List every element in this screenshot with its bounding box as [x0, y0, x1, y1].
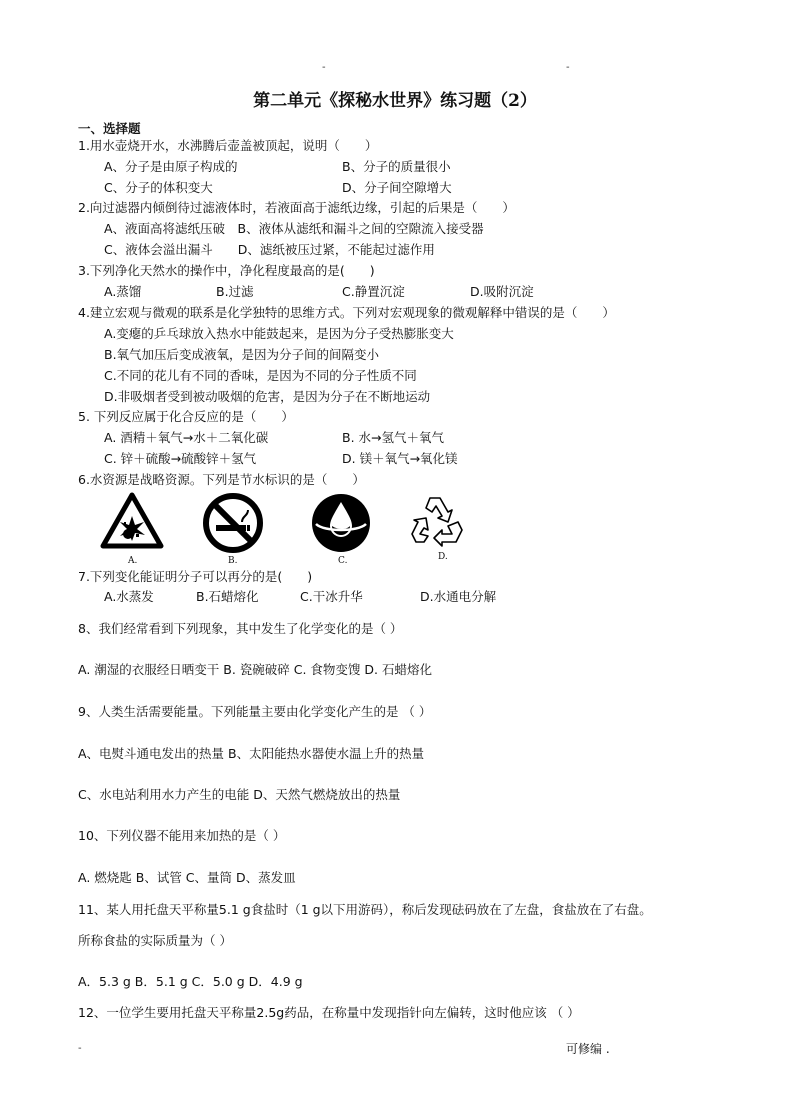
q9-options-cd: C、水电站利用水力产生的电能 D、天然气燃烧放出的热量	[78, 787, 401, 802]
header-mark-left: -	[322, 62, 326, 73]
q7-option-b: B.石蜡熔化	[196, 589, 259, 604]
footer-mark-left: -	[78, 1043, 82, 1054]
q7-option-d: D.水通电分解	[420, 589, 497, 604]
q8-options: A. 潮湿的衣服经日晒变干 B. 瓷碗破碎 C. 食物变馊 D. 石蜡熔化	[78, 662, 432, 677]
q3-stem: 3.下列净化天然水的操作中，净化程度最高的是( )	[78, 263, 375, 278]
q4-option-c: C.不同的花儿有不同的香味，是因为不同的分子性质不同	[104, 368, 417, 383]
section-heading: 一、选择题	[78, 121, 141, 136]
q2-options-cd: C、液体会溢出漏斗 D、滤纸被压过紧，不能起过滤作用	[104, 242, 435, 257]
q1-option-a: A、分子是由原子构成的	[104, 159, 238, 174]
q11-stem-line2: 所称食盐的实际质量为（ ）	[78, 933, 232, 948]
q1-option-b: B、分子的质量很小	[342, 159, 451, 174]
q6-stem: 6.水资源是战略资源。下列是节水标识的是（ ）	[78, 472, 365, 487]
q5-option-d: D. 镁＋氧气→氧化镁	[342, 451, 458, 466]
icon-label-c: C.	[338, 556, 348, 566]
q3-option-a: A.蒸馏	[104, 284, 142, 299]
q11-options: A．5.3 g B．5.1 g C．5.0 g D．4.9 g	[78, 974, 303, 989]
page-title: 第二单元《探秘水世界》练习题（2）	[253, 91, 537, 111]
q2-stem: 2.向过滤器内倾倒待过滤液体时，若液面高于滤纸边缘，引起的后果是（ ）	[78, 200, 515, 215]
q10-options: A. 燃烧匙 B、试管 C、量筒 D、蒸发皿	[78, 870, 296, 885]
icon-label-d: D.	[438, 552, 448, 562]
q9-options-ab: A、电熨斗通电发出的热量 B、太阳能热水器使水温上升的热量	[78, 746, 425, 761]
q4-option-d: D.非吸烟者受到被动吸烟的危害，是因为分子在不断地运动	[104, 389, 431, 404]
q5-option-b: B. 水→氢气＋氧气	[342, 430, 444, 445]
no-smoking-icon	[202, 492, 264, 554]
q3-option-c: C.静置沉淀	[342, 284, 405, 299]
q7-option-a: A.水蒸发	[104, 589, 154, 604]
q7-option-c: C.干冰升华	[300, 589, 363, 604]
q2-options-ab: A、液面高将滤纸压破 B、液体从滤纸和漏斗之间的空隙流入接受器	[104, 221, 484, 236]
icon-label-b: B.	[228, 556, 238, 566]
q3-option-d: D.吸附沉淀	[470, 284, 534, 299]
q4-option-a: A.变瘪的乒乓球放入热水中能鼓起来，是因为分子受热膨胀变大	[104, 326, 454, 341]
q9-stem: 9、人类生活需要能量。下列能量主要由化学变化产生的是 （ ）	[78, 704, 432, 719]
recycle-icon	[408, 492, 468, 550]
q10-stem: 10、下列仪器不能用来加热的是（ ）	[78, 828, 286, 843]
q1-option-d: D、分子间空隙增大	[342, 180, 452, 195]
q1-stem: 1.用水壶烧开水，水沸腾后壶盖被顶起，说明（ ）	[78, 138, 378, 153]
q1-option-c: C、分子的体积变大	[104, 180, 213, 195]
q4-option-b: B.氧气加压后变成液氧，是因为分子间的间隔变小	[104, 347, 380, 362]
footer-note: 可修编 .	[566, 1042, 610, 1056]
icon-label-a: A.	[128, 556, 138, 566]
q3-option-b: B.过滤	[216, 284, 254, 299]
q5-stem: 5. 下列反应属于化合反应的是（ ）	[78, 409, 294, 424]
q11-stem-line1: 11、某人用托盘天平称量5.1 g食盐时（1 g以下用游码），称后发现砝码放在了左盘，食盐放在了右盘。	[78, 902, 652, 917]
q5-option-a: A. 酒精＋氧气→水＋二氧化碳	[104, 430, 269, 445]
q8-stem: 8、我们经常看到下列现象，其中发生了化学变化的是（ ）	[78, 621, 403, 636]
q7-stem: 7.下列变化能证明分子可以再分的是( )	[78, 569, 313, 584]
q4-stem: 4.建立宏观与微观的联系是化学独特的思维方式。下列对宏观现象的微观解释中错误的是（ ）	[78, 305, 615, 320]
q12-stem: 12、一位学生要用托盘天平称量2.5g药品，在称量中发现指针向左偏转，这时他应该 （ ）	[78, 1005, 580, 1020]
explosive-icon	[100, 492, 164, 550]
header-mark-right: -	[566, 62, 570, 73]
q5-option-c: C. 锌＋硫酸→硫酸锌＋氢气	[104, 451, 257, 466]
water-saving-icon	[310, 492, 372, 554]
